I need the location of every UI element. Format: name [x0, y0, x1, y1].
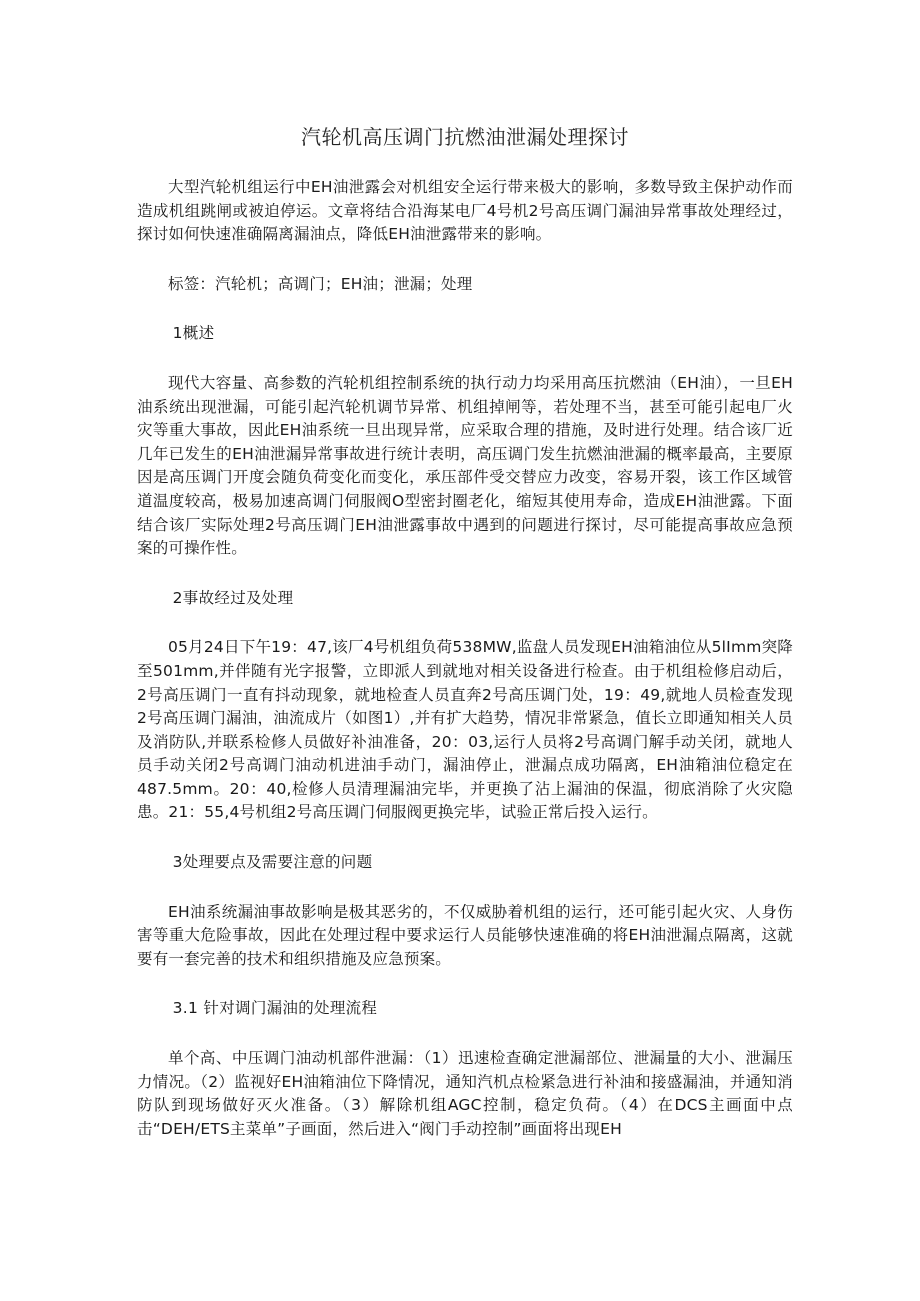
- section-3-paragraph: EH油系统漏油事故影响是极其恶劣的，不仅威胁着机组的运行，还可能引起火灾、人身伤害等重大危险事故，因此在处理过程中要求运行人员能够快速准确的将EH油泄漏点隔离，这就要有一套完善的技术和组织措施及应急预案。: [137, 902, 793, 968]
- abstract-paragraph: 大型汽轮机组运行中EH油泄露会对机组安全运行带来极大的影响，多数导致主保护动作而造成机组跳闸或被迫停运。文章将结合沿海某电厂4号机2号高压调门漏油异常事故处理经过，探讨如何快速准确隔离漏油点，降低EH油泄露带来的影响。: [137, 178, 793, 244]
- document-title: 汽轮机高压调门抗燃油泄漏处理探讨: [301, 125, 629, 149]
- section-2-heading: 2事故经过及处理: [172, 588, 294, 607]
- section-1-heading: 1概述: [172, 324, 215, 343]
- section-3-1-heading: 3.1 针对调门漏油的处理流程: [172, 999, 378, 1018]
- section-3-heading: 3处理要点及需要注意的问题: [172, 853, 373, 872]
- keywords-line: 标签：汽轮机；高调门；EH油；泄漏；处理: [168, 274, 473, 293]
- section-1-paragraph: 现代大容量、高参数的汽轮机组控制系统的执行动力均采用高压抗燃油（EH油），一旦EH油系统出现泄漏，可能引起汽轮机调节异常、机组掉闸等，若处理不当，甚至可能引起电厂火灾等重大事故，因此EH油系统一旦出现异常，应采取合理的措施，及时进行处理。结合该厂近几年已发生的EH油泄漏异常事故进行统计表明，高压调门发生抗燃油泄漏的概率最高，主要原因是高压调门开度会随负荷变化而变化，承压部件受交替应力改变，容易开裂，该工作区域管道温度较高，极易加速高调门伺服阀O型密封圈老化，缩短其使用寿命，造成EH油泄露。下面结合该厂实际处理2号高压调门EH油泄露事故中遇到的问题进行探讨，尽可能提高事故应急预案的可操作性。: [137, 373, 793, 558]
- section-2-paragraph: 05月24日下午19：47,该厂4号机组负荷538MW,监盘人员发现EH油箱油位从5lImm突降至501mm,并伴随有光字报警，立即派人到就地对相关设备进行检查。由于机组检修启动后，2号高压调门一直有抖动现象，就地检查人员直奔2号高压调门处，19：49,就地人员检查发现2号高压调门漏油，油流成片（如图1）,并有扩大趋势，情况非常紧急，值长立即通知相关人员及消防队,并联系检修人员做好补油准备，20：03,运行人员将2号高调门解手动关闭，就地人员手动关闭2号高调门油动机进油手动门，漏油停止，泄漏点成功隔离，EH油箱油位稳定在487.5mm。20：40,检修人员清理漏油完毕，并更换了沾上漏油的保温，彻底消除了火灾隐患。21：55,4号机组2号高压调门伺服阀更换完毕，试验正常后投入运行。: [137, 638, 793, 822]
- section-3-1-paragraph: 单个高、中压调门油动机部件泄漏：（1）迅速检查确定泄漏部位、泄漏量的大小、泄漏压力情况。（2）监视好EH油箱油位下降情况，通知汽机点检紧急进行补油和接盛漏油，并通知消防队到现场做好灭火准备。（3）解除机组AGC控制，稳定负荷。（4）在DCS主画面中点击“DEH/ETS主菜单”子画面，然后进入“阀门手动控制”画面将出现EH: [137, 1049, 793, 1138]
- document-page: [137, 122, 793, 1167]
